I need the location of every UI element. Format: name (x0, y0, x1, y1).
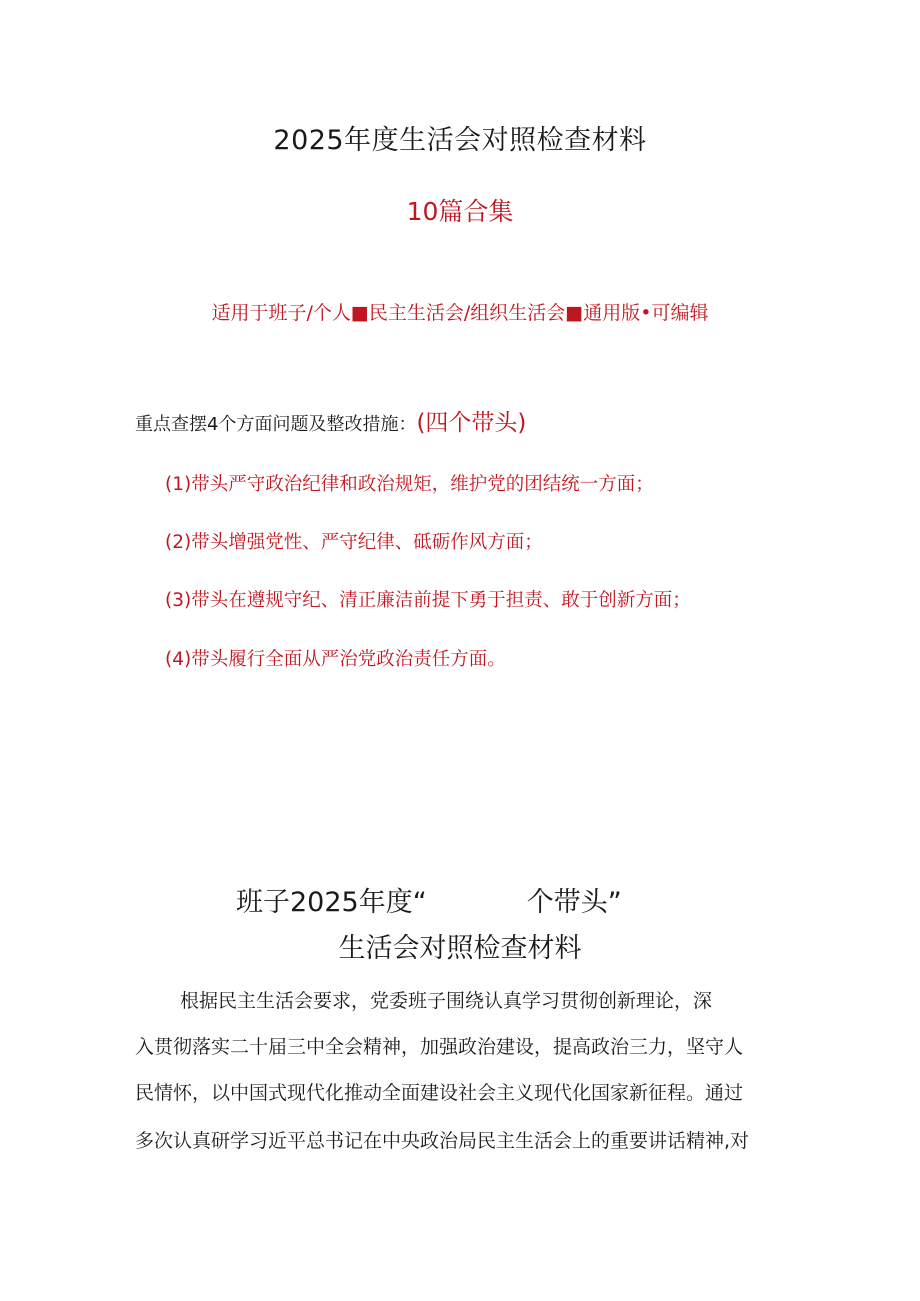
paragraph-line-3: 民情怀，以中国式现代化推动全面建设社会主义现代化国家新征程。通过 (135, 1082, 744, 1104)
cover-title: 2025年度生活会对照检查材料 (273, 125, 647, 156)
measure-item-4: (4)带头履行全面从严治党政治责任方面。 (165, 649, 506, 670)
measure-item-3: (3)带头在遵规守纪、清正廉洁前提下勇于担责、敢于创新方面； (165, 590, 691, 611)
cover-tagline: 适用于班子/个人■民主生活会/组织生活会■通用版•可编辑 (211, 302, 709, 324)
section-title-line-1 (236, 880, 622, 919)
section-title-line-2: 生活会对照检查材料 (338, 933, 582, 964)
paragraph-line-2: 入贯彻落实二十届三中全会精神，加强政治建设，提高政治三力，坚守人 (135, 1036, 744, 1058)
paragraph-line-4: 多次认真研学习近平总书记在中央政治局民主生活会上的重要讲话精神,对 (135, 1130, 750, 1152)
section-title-left: 班子2025年度“ (236, 887, 427, 918)
section-title-right: 个带头” (526, 887, 622, 918)
cover-subtitle: 10篇合集 (406, 197, 514, 226)
focus-highlight: (四个带头) (416, 410, 527, 436)
focus-heading (135, 404, 835, 437)
measure-item-1: (1)带头严守政治纪律和政治规矩，维护党的团结统一方面； (165, 474, 654, 495)
measure-item-2: (2)带头增强党性、严守纪律、砥砺作风方面； (165, 532, 543, 553)
paragraph-line-1: 根据民主生活会要求，党委班子围绕认真学习贯彻创新理论，深 (180, 990, 713, 1012)
focus-lead: 重点查摆4个方面问题及整改措施： (135, 414, 417, 435)
